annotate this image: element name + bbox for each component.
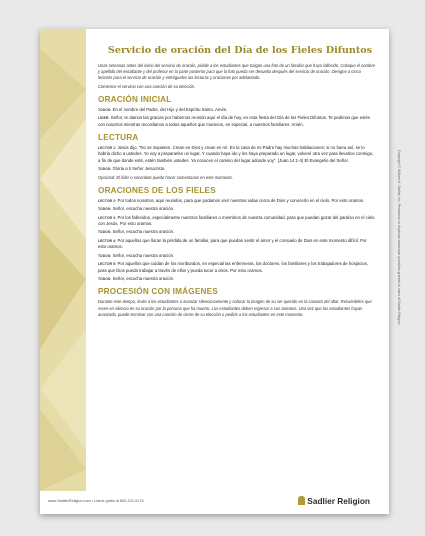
intro-instructions: Unas semanas antes del inicio del servicio de oración, pídale a los estudiantes que traigan una foto de un familiar que haya fallecido. Coloque el nombre y apellido del estudiante y del profesor en la parte posterior para que la foto pueda ser devuelta después del servicio de oración. Designe a cinco lectores para el servicio de oración y entrégueles las lecturas y oraciones por adelantado. <box>98 63 375 81</box>
prayer-text: Por los fallecidos, especialmente nuestros familiares o miembros de nuestra comunidad, para que puedan gozar del paraíso en el cielo con Jesús. Por esto oramos. <box>98 214 375 227</box>
logo-icon <box>298 496 305 505</box>
prayer-text: Señor, te damos las gracias por habernos reunido aquí el día de hoy, en esta fiesta del Día de los Fieles Difuntos. Te pedimos que estés con nosotros mientras recordamos a todos aquellos que murieron, en especial, a nuestros familiares. Amén. <box>98 115 371 127</box>
prayer-text: Por aquellos que lloran la pérdida de un familiar, para que puedan sentir el amor y el consuelo de Dios en este momento difícil. Por esto oramos. <box>98 237 367 250</box>
page-title: Servicio de oración del Día de los Fieles Difuntos <box>107 45 373 56</box>
role-label: LECTOR 1: <box>98 146 117 151</box>
band-pattern <box>40 29 86 491</box>
prayer-text: Señor, escucha nuestra oración. <box>112 229 175 235</box>
prayer-line <box>98 261 376 274</box>
brand-logo <box>298 496 370 506</box>
copyright-side-note <box>393 150 403 480</box>
prayer-line <box>98 253 376 259</box>
heading-reading: LECTURA <box>98 133 139 143</box>
role-label: LECTOR 4: <box>98 238 117 243</box>
procession-instructions: Durante este tiempo, invite a los estudiantes a avanzar silenciosamente y colocar la imagen de su ser querido en la canasta del altar. Recuérdeles que recen en silencio en su oración por la persona que ha muerto. Los estudiantes deben regresar a sus asientos. Una vez que los estudiantes hayan avanzado, puede terminar con una canción de cierre de su elección o pedirle a los estudiantes en este momento. <box>98 299 372 317</box>
role-label: LECTOR 3: <box>98 215 117 220</box>
role-label: LECTOR 5: <box>98 262 117 267</box>
role-label: TODOS: <box>98 107 112 112</box>
prayer-line <box>98 206 376 212</box>
prayer-line <box>98 229 376 235</box>
prayer-text: En el nombre del Padre, del Hijo y del Espíritu Santo. Amén. <box>112 106 228 112</box>
prayer-line <box>98 198 376 204</box>
role-label: TODOS: <box>98 230 112 235</box>
intro-song-note: Comience el servicio con una canción de su elección. <box>98 83 196 89</box>
decorative-side-band <box>40 29 86 491</box>
prayer-line <box>98 145 376 164</box>
prayer-line <box>98 166 376 172</box>
role-label: LÍDER: <box>98 116 110 121</box>
optional-note: Opcional: El líder o sacerdote puede hacer comentarios en este momento. <box>98 174 233 180</box>
prayer-text: Gloria a ti Señor Jesucristo. <box>112 166 166 172</box>
prayer-line <box>98 276 376 282</box>
main-content <box>98 63 376 320</box>
footer-contact: www.SadlierReligion.com • Llame gratis al 800-221-5175 <box>48 499 144 503</box>
prayer-line <box>98 107 376 113</box>
brand-name: Sadlier Religion <box>307 496 370 506</box>
role-label: TODOS: <box>98 167 112 172</box>
prayer-line <box>98 238 376 251</box>
heading-opening-prayer: ORACIÓN INICIAL <box>98 94 172 104</box>
prayer-text: Jesús dijo, “No se inquieten. Crean en Dios y crean en mí. En la casa de mi Padre hay muchas habitaciones; si no fuera así, se lo habría dicho a ustedes. Yo voy a prepararles un lugar. Y cuando haya ido y les haya preparado un lugar, volveré otra vez para llevarlos conmigo, a fin de que donde esté, estén también ustedes. Ya conocen el camino del lugar adonde voy”. (Juan 14:1-4) El Evangelio del Señor. <box>98 145 374 163</box>
copyright-text: Copyright © William H. Sadlier, Inc. Permission to duplicate classroom quantities granted to users of Sadlier Religion. <box>397 150 401 326</box>
prayer-text: Señor, escucha nuestra oración. <box>112 275 175 281</box>
role-label: TODOS: <box>98 276 112 281</box>
prayer-line <box>98 115 376 128</box>
prayer-line <box>98 215 376 228</box>
role-label: TODOS: <box>98 253 112 258</box>
prayer-text: Por todos nosotros, aquí reunidos, para que podamos vivir nuestras vidas cerca de Dios y conocerlo en el cielo. Por esto oramos. <box>117 197 365 203</box>
role-label: LECTOR 2: <box>98 198 117 203</box>
heading-prayers-of-the-faithful: ORACIONES DE LOS FIELES <box>98 185 216 195</box>
worksheet-page <box>40 29 389 514</box>
prayer-text: Señor, escucha nuestra oración. <box>112 206 175 212</box>
footer <box>48 495 388 511</box>
role-label: TODOS: <box>98 207 112 212</box>
prayer-text: Señor, escucha nuestra oración. <box>112 252 175 258</box>
heading-procession: PROCESIÓN CON IMÁGENES <box>98 287 218 297</box>
prayer-text: Por aquellos que cuidan de los moribundos, en especial las enfermeras, los doctores, los familiares y los trabajadores de hospicios, para que Dios pueda trabajar a través de ellos y pueda tocar a otros. Por esto oramos. <box>98 261 369 273</box>
